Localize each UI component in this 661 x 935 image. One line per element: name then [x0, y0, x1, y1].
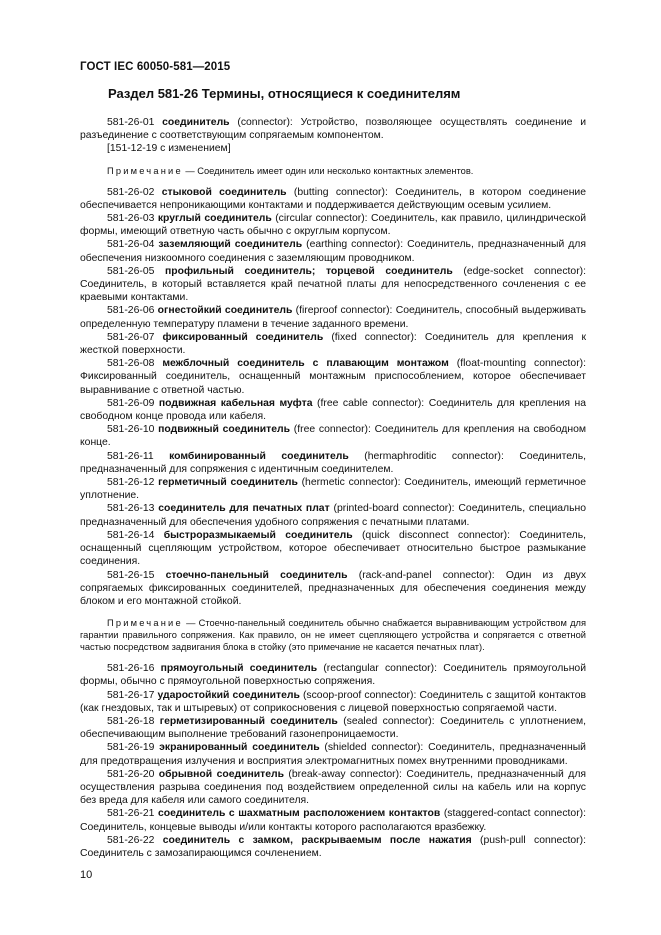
english-term: (hermaphroditic connector):	[364, 450, 504, 462]
note-label: Примечание	[107, 618, 183, 629]
term-name: прямоугольный соединитель	[160, 663, 318, 675]
term-entry	[80, 331, 586, 357]
term-entry	[80, 265, 586, 305]
note-text: — Стоечно-панельный соединитель обычно снабжается выравнивающим устройством для гарантии правильного сопряжения. Как правило, он не имеет сцепляющего устройства и сопрягается с ответной частью посредством задвигания блока в стойку (это примечание не касается печатных плат).	[80, 618, 586, 653]
term-entry	[80, 357, 586, 397]
term-entry	[80, 304, 586, 330]
term-name: заземляющий соединитель	[158, 239, 303, 251]
english-term: (quick disconnect connector):	[361, 529, 510, 541]
term-entry	[80, 715, 586, 741]
term-entry	[80, 768, 586, 808]
note-text: — Соединитель имеет один или несколько контактных элементов.	[185, 165, 474, 176]
term-name: комбинированный соединитель	[169, 450, 349, 462]
term-definition: Соединитель, предназначенный для сопряжения с идентичным соединителем.	[80, 450, 587, 475]
term-definition: Соединитель, специально предназначенный для обеспечения удобного сопряжения с печатными платами.	[80, 503, 587, 528]
term-entry	[80, 662, 586, 688]
entry-number: 581-26-10	[107, 424, 155, 436]
term-definition: Соединитель с замозапирающимся сочленением.	[80, 847, 322, 859]
entry-number: 581-26-03	[107, 213, 155, 225]
term-name: стоечно-панельный соединитель	[165, 569, 348, 581]
term-definition: Соединитель, способный выдерживать определенную температуру пламени в течение заданного времени.	[80, 305, 587, 330]
term-name: соединитель с замком, раскрываемым после нажатия	[162, 834, 472, 846]
term-entry	[80, 238, 586, 264]
term-definition: Соединитель, в котором соединение обеспечивается непроникающими контактами и поддерживается действующим осевым усилием.	[80, 186, 587, 211]
entry-number: 581-26-22	[107, 834, 155, 846]
english-term: (circular connector):	[275, 213, 368, 225]
term-name: герметичный соединитель	[158, 477, 298, 489]
term-entry	[80, 423, 586, 449]
term-name: фиксированный соединитель	[162, 331, 324, 343]
term-name: ударостойкий соединитель	[157, 689, 300, 701]
term-name: подвижный соединитель	[158, 424, 291, 436]
entry-number: 581-26-08	[107, 358, 155, 370]
term-definition: Соединитель, в который вставляется край печатной платы для непосредственного сочленения с ее краевыми контактами.	[80, 279, 586, 304]
term-name: профильный соединитель; торцевой соединитель	[164, 265, 453, 277]
entry-number: 581-26-01	[107, 117, 155, 128]
english-term: (connector):	[237, 117, 293, 128]
entry-number: 581-26-09	[107, 397, 155, 409]
english-term: (printed-board connector):	[333, 503, 455, 515]
english-term: (edge-socket connector):	[463, 265, 587, 277]
terms-list	[80, 116, 586, 860]
entry-number: 581-26-15	[107, 569, 155, 581]
english-term: (fixed connector):	[331, 331, 417, 343]
standard-code: ГОСТ IEC 60050-581—2015	[80, 61, 231, 73]
note	[80, 617, 586, 653]
term-definition: Соединитель с уплотнением, обеспечивающим выполнение требований газонепроницаемости.	[80, 715, 587, 741]
term-name: экранированный соединитель	[159, 742, 320, 754]
entry-number: 581-26-20	[107, 768, 155, 780]
english-term: (earthing connector):	[306, 239, 404, 251]
term-definition: Соединитель, предназначенный для обеспечения низкоомного соединения с заземляющим проводником.	[80, 239, 586, 264]
note	[80, 165, 586, 177]
term-entry	[80, 397, 586, 423]
entry-number: 581-26-11	[107, 450, 154, 462]
entry-number: 581-26-16	[107, 663, 155, 675]
term-name: огнестойкий соединитель	[157, 305, 293, 317]
term-entry	[80, 529, 586, 569]
term-entry	[80, 186, 586, 212]
term-name: быстроразмыкаемый соединитель	[163, 529, 353, 541]
english-term: (hermetic connector):	[301, 477, 401, 489]
term-definition: Соединитель, предназначенный для осуществления разрыва соединения под воздействием определенной силы на кабель или на корпус без вреда для кабеля или самого соединителя.	[80, 768, 587, 807]
entry-number: 581-26-06	[107, 305, 155, 317]
english-term: (break-away connector):	[288, 768, 402, 780]
term-name: соединитель	[162, 117, 230, 128]
term-entry	[80, 476, 586, 502]
term-entry	[80, 502, 586, 528]
term-name: герметизированный соединитель	[159, 715, 338, 727]
term-name: соединитель для печатных плат	[158, 503, 330, 515]
term-entry	[80, 834, 586, 860]
english-term: (shielded connector):	[324, 742, 424, 754]
term-definition: Соединитель, имеющий герметичное уплотнение.	[80, 477, 586, 502]
term-definition: Фиксированный соединитель, оснащенный монтажным приспособлением, которое обеспечивает выравнивание с ответной частью.	[80, 371, 586, 396]
term-definition: Соединитель для крепления к жесткой поверхности.	[80, 331, 586, 357]
entry-number: 581-26-21	[107, 808, 155, 820]
term-entry	[80, 689, 586, 715]
term-definition: Соединитель для крепления на свободном конце.	[80, 424, 587, 449]
term-name: соединитель с шахматным расположением контактов	[157, 808, 441, 820]
term-definition: Соединитель, оснащенный сцепляющим устройством, которое обеспечивает относительно быстрое размыкание соединения.	[80, 529, 587, 568]
entry-number: 581-26-13	[107, 503, 155, 515]
term-definition: Один из двух сопрягаемых фиксированных соединителей, предназначенных для обеспечения соединения между блоком и его монтажной стойкой.	[80, 569, 587, 607]
entry-number: 581-26-02	[107, 186, 155, 198]
term-entry	[80, 569, 586, 609]
entry-number: 581-26-12	[107, 477, 155, 489]
term-definition: Устройство, позволяющее осуществлять соединение и разъединение с соответствующим сопрягаемым компонентом.	[80, 117, 587, 142]
note-label: Примечание	[107, 165, 183, 176]
english-term: (staggered-contact connector):	[443, 808, 587, 820]
entry-number: 581-26-19	[107, 742, 155, 754]
entry-number: 581-26-14	[107, 529, 155, 541]
term-entry	[80, 450, 586, 476]
term-name: стыковой соединитель	[161, 186, 287, 198]
entry-number: 581-26-18	[107, 715, 155, 727]
english-term: (float-mounting connector):	[456, 358, 587, 370]
term-name: межблочный соединитель с плавающим монтажом	[162, 358, 449, 370]
english-term: (fireproof connector):	[295, 305, 393, 317]
term-definition: Соединитель, предназначенный для предотвращения излучения и восприятия электромагнитных помех внутренними проводниками.	[80, 742, 586, 767]
entry-number: 581-26-17	[107, 689, 155, 701]
term-name: обрывной соединитель	[158, 768, 284, 780]
english-term: (free cable connector):	[317, 397, 425, 409]
source-reference: [151-12-19 с изменением]	[107, 143, 231, 155]
english-term: (rectangular connector):	[323, 663, 437, 675]
english-term: (sealed connector):	[343, 715, 435, 727]
english-term: (rack-and-panel connector):	[358, 569, 495, 581]
entry-number: 581-26-07	[107, 331, 155, 343]
english-term: (scoop-proof connector):	[302, 689, 417, 701]
english-term: (butting connector):	[293, 186, 388, 198]
section-title: Раздел 581-26 Термины, относящиеся к соединителям	[108, 86, 461, 101]
term-definition: Соединитель прямоугольной формы, обычно с прямоугольной поверхностью сопряжения.	[80, 663, 587, 688]
term-entry	[80, 116, 586, 142]
term-definition: Соединитель с защитой контактов (как гнездовых, так и штыревых) от соприкосновения с лицевой поверхностью сопрягаемой части.	[80, 689, 587, 714]
term-entry	[80, 212, 586, 238]
entry-number: 581-26-04	[107, 239, 155, 251]
term-entry	[80, 741, 586, 767]
term-definition: Соединитель, концевые выводы и/или контакты которого располагаются вразбежку.	[80, 821, 487, 833]
term-name: подвижная кабельная муфта	[158, 397, 313, 409]
english-term: (push-pull connector):	[480, 834, 586, 846]
term-entry	[80, 807, 586, 833]
english-term: (free connector):	[293, 424, 371, 436]
page-number: 10	[80, 869, 93, 881]
entry-number: 581-26-05	[107, 265, 155, 277]
term-definition: Соединитель для крепления на свободном конце провода или кабеля.	[80, 397, 586, 423]
term-definition: Соединитель, как правило, цилиндрической формы, имеющий ответную часть обычно с округлым корпусом.	[80, 213, 587, 238]
term-name: круглый соединитель	[157, 213, 272, 225]
